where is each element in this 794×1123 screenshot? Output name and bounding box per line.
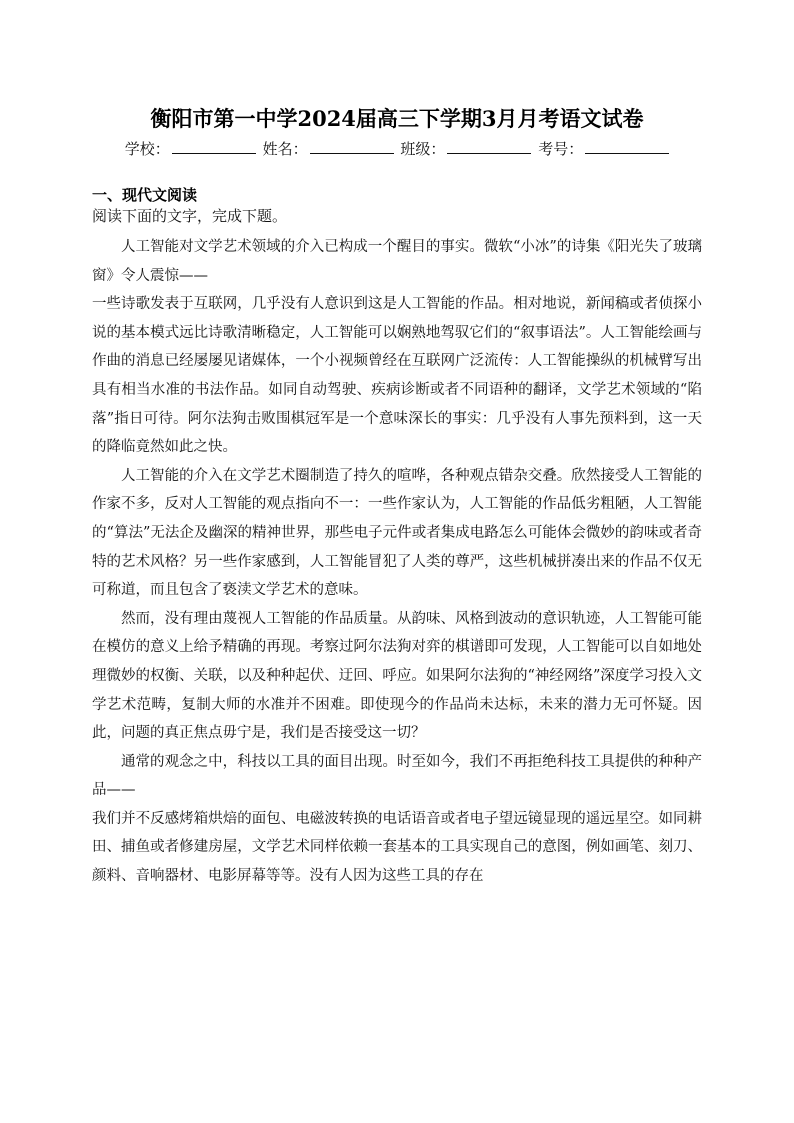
exam-number-blank xyxy=(585,137,669,154)
reading-passage xyxy=(92,233,702,891)
passage-paragraph: 一些诗歌发表于互联网，几乎没有人意识到这是人工智能的作品。相对地说，新闻稿或者侦探小说的基本模式远比诗歌清晰稳定，人工智能可以娴熟地驾驭它们的“叙事语法”。人工智能绘画与作曲的消息已经屡屡见诸媒体，一个小视频曾经在互联网广泛流传：人工智能操纵的机械臂写出具有相当水准的书法作品。如同自动驾驶、疾病诊断或者不同语种的翻译，文学艺术领域的“陷落”指日可待。阿尔法狗击败围棋冠军是一个意味深长的事实：几乎没有人事先预料到，这一天的降临竟然如此之快。 xyxy=(92,296,702,456)
exam-number-label: 考号： xyxy=(538,140,584,158)
name-field xyxy=(263,137,394,158)
school-blank xyxy=(172,137,256,154)
exam-title: 衡阳市第一中学2024届高三下学期3月月考语文试卷 xyxy=(150,106,644,131)
exam-number-field xyxy=(538,137,669,158)
class-blank xyxy=(447,137,531,154)
passage-paragraph: 我们并不反感烤箱烘焙的面包、电磁波转换的电话语音或者电子望远镜显现的遥远星空。如同耕田、捕鱼或者修建房屋，文学艺术同样依赖一套基本的工具实现自己的意图，例如画笔、刻刀、颜料、音响器材、电影屏幕等等。没有人因为这些工具的存在 xyxy=(92,810,702,885)
name-label: 姓名： xyxy=(262,140,308,158)
class-field xyxy=(400,137,531,158)
section-heading: 一、现代文阅读 xyxy=(92,186,198,204)
section-instruction: 阅读下面的文字，完成下题。 xyxy=(92,207,288,225)
passage-paragraph: 人工智能的介入在文学艺术圈制造了持久的喧哗，各种观点错杂交叠。欣然接受人工智能的作家不多，反对人工智能的观点指向不一：一些作家认为，人工智能的作品低劣粗陋，人工智能的“算法”无法企及幽深的精神世界，那些电子元件或者集成电路怎么可能体会微妙的韵味或者奇特的艺术风格？另一些作家感到，人工智能冒犯了人类的尊严，这些机械拼凑出来的作品不仅无可称道，而且包含了亵渎文学艺术的意味。 xyxy=(92,467,702,599)
name-blank xyxy=(310,137,394,154)
school-field xyxy=(125,137,256,158)
student-info-row xyxy=(0,137,794,158)
passage-paragraph: 人工智能对文学艺术领域的介入已构成一个醒目的事实。微软“小冰”的诗集《阳光失了玻璃窗》令人震惊—— xyxy=(92,239,702,284)
class-label: 班级： xyxy=(400,140,446,158)
passage-paragraph: 然而，没有理由蔑视人工智能的作品质量。从韵味、风格到波动的意识轨迹，人工智能可能在模仿的意义上给予精确的再现。考察过阿尔法狗对弈的棋谱即可发现，人工智能可以自如地处理微妙的权衡、关联，以及种种起伏、迂回、呼应。如果阿尔法狗的“神经网络”深度学习投入文学艺术范畴，复制大师的水准并不困难。即使现今的作品尚未达标，未来的潜力无可怀疑。因此，问题的真正焦点毋宁是，我们是否接受这一切？ xyxy=(92,610,702,742)
passage-paragraph: 通常的观念之中，科技以工具的面目出现。时至如今，我们不再拒绝科技工具提供的种种产品—— xyxy=(92,753,702,799)
school-label: 学校： xyxy=(124,140,170,158)
